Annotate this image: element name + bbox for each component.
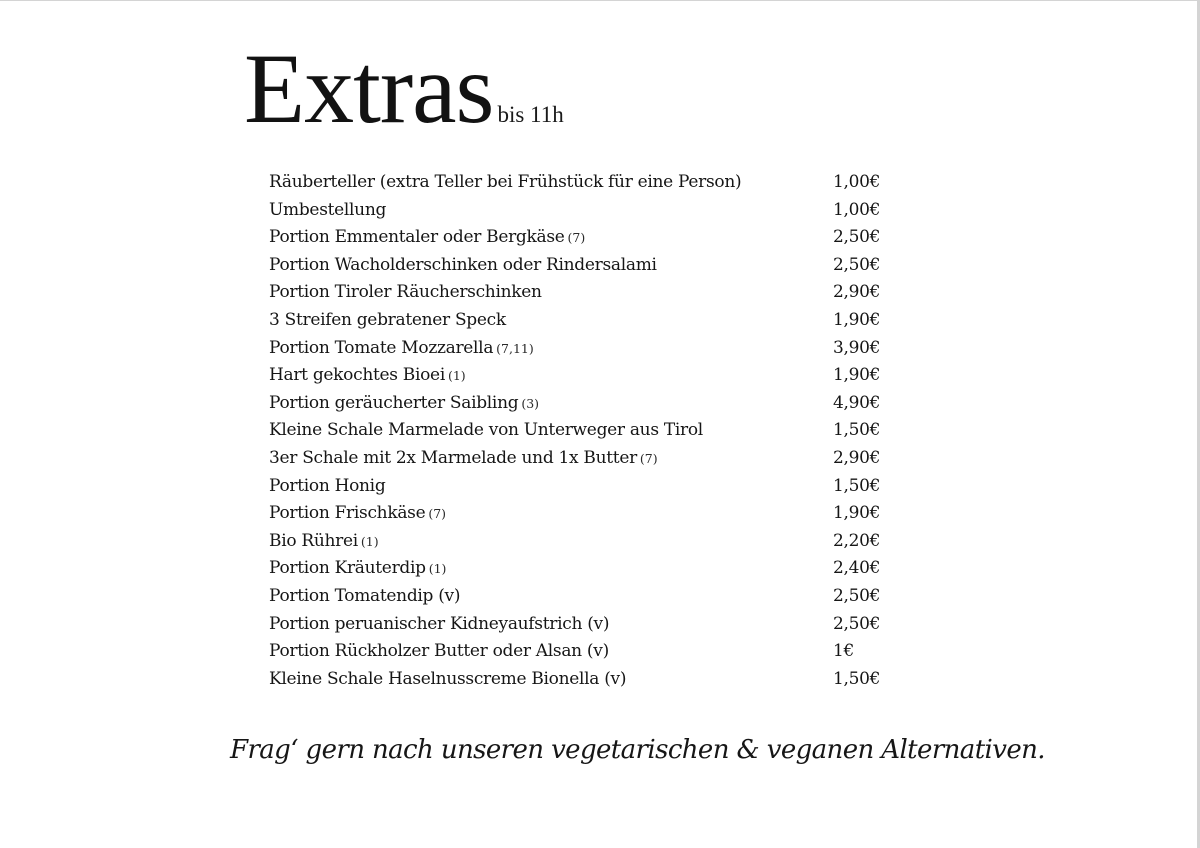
item-allergens: (7) — [567, 230, 586, 246]
item-price: 2,20€ — [833, 530, 881, 551]
item-name: Portion Wacholderschinken oder Rindersalami — [269, 254, 657, 275]
item-price: 2,90€ — [833, 447, 881, 468]
item-name: Umbestellung — [269, 199, 387, 220]
menu-item — [269, 473, 909, 501]
item-price: 2,50€ — [833, 254, 881, 275]
item-price: 2,90€ — [833, 282, 881, 303]
item-price: 1,90€ — [833, 503, 881, 524]
item-price: 1,50€ — [833, 420, 881, 441]
menu-item — [269, 417, 909, 445]
item-name: Portion Emmentaler oder Bergkäse — [269, 227, 565, 248]
item-price: 1,90€ — [833, 309, 881, 330]
item-price: 1,90€ — [833, 365, 881, 386]
menu-item — [269, 362, 909, 390]
item-name: Portion geräucherter Saibling — [269, 392, 519, 413]
item-name: Portion Tomatendip (v) — [269, 585, 461, 606]
item-price: 2,50€ — [833, 585, 881, 606]
item-allergens: (7) — [428, 506, 447, 522]
item-name: Hart gekochtes Bioei — [269, 365, 445, 386]
item-allergens: (1) — [360, 533, 379, 549]
item-price: 1,00€ — [833, 199, 881, 220]
item-name: Portion Rückholzer Butter oder Alsan (v) — [269, 641, 609, 662]
item-name: Portion Tomate Mozzarella — [269, 337, 494, 358]
item-name: Portion Frischkäse — [269, 503, 426, 524]
item-name: Kleine Schale Marmelade von Unterweger aus Tirol — [269, 420, 703, 441]
menu-item — [269, 390, 909, 418]
menu-item — [269, 528, 909, 556]
item-allergens: (1) — [428, 561, 447, 577]
menu-item — [269, 279, 909, 307]
menu-item — [269, 583, 909, 611]
item-price: 2,50€ — [833, 227, 881, 248]
menu-item — [269, 335, 909, 363]
menu-item — [269, 666, 909, 694]
item-price: 1,00€ — [833, 172, 881, 192]
item-name: Portion Honig — [269, 475, 386, 496]
item-name: Portion Kräuterdip — [269, 558, 426, 579]
menu-item — [269, 555, 909, 583]
item-price: 3,90€ — [833, 337, 881, 358]
menu-item — [269, 611, 909, 639]
serving-time-note: bis 11h — [497, 102, 564, 127]
menu-item — [269, 169, 909, 197]
menu-item — [269, 445, 909, 473]
extras-list — [269, 169, 909, 693]
item-name: Räuberteller (extra Teller bei Frühstück für eine Person) — [269, 172, 742, 192]
item-price: 1,50€ — [833, 668, 881, 689]
item-price: 1,50€ — [833, 475, 881, 496]
page-title: Extras — [244, 33, 494, 144]
item-name: 3er Schale mit 2x Marmelade und 1x Butter — [269, 447, 637, 468]
item-allergens: (7,11) — [496, 340, 534, 356]
item-name: Portion peruanischer Kidneyaufstrich (v) — [269, 613, 610, 634]
item-price: 2,50€ — [833, 613, 881, 634]
menu-header — [244, 33, 564, 144]
item-price: 2,40€ — [833, 558, 881, 579]
menu-item — [269, 500, 909, 528]
item-name: 3 Streifen gebratener Speck — [269, 309, 506, 330]
item-allergens: (3) — [521, 395, 540, 411]
menu-item — [269, 224, 909, 252]
item-allergens: (7) — [639, 450, 658, 466]
menu-item — [269, 638, 909, 666]
menu-item — [269, 252, 909, 280]
menu-item — [269, 307, 909, 335]
item-name: Kleine Schale Haselnusscreme Bionella (v) — [269, 668, 627, 689]
menu-item — [269, 197, 909, 225]
item-name: Bio Rührei — [269, 530, 358, 551]
item-price: 4,90€ — [833, 392, 881, 413]
item-allergens: (1) — [447, 368, 466, 384]
item-name: Portion Tiroler Räucherschinken — [269, 282, 542, 303]
item-price: 1€ — [833, 641, 855, 662]
alternatives-note: Frag‘ gern nach unseren vegetarischen & veganen Alternativen. — [230, 735, 1045, 765]
